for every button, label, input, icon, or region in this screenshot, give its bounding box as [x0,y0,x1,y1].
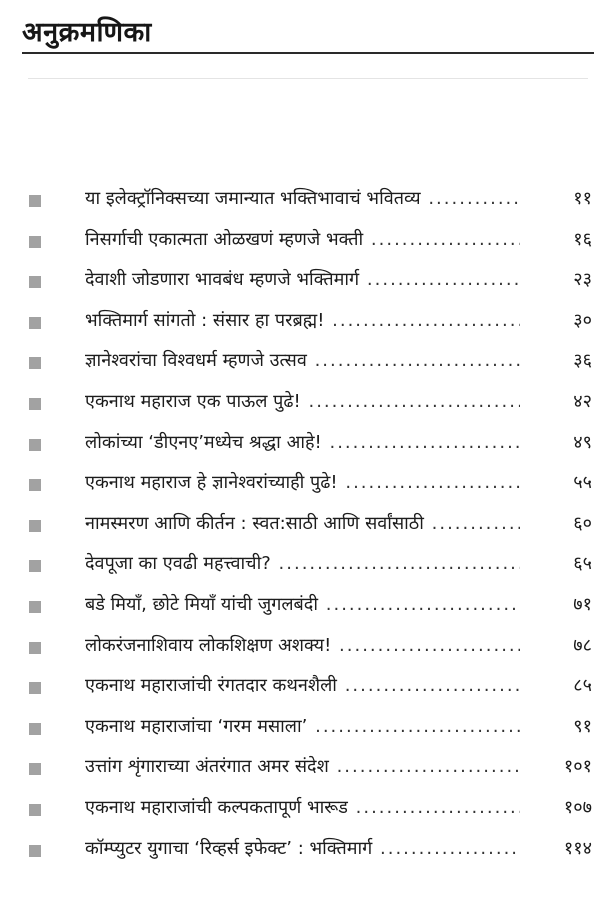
toc-entry[interactable] [0,709,600,750]
toc-entry-title: एकनाथ महाराजांची रंगतदार कथनशैली ..... [85,673,520,699]
toc-entry-title: लोकरंजनाशिवाय लोकशिक्षण अशक्य! ..... [85,633,520,659]
toc-entry-title: ज्ञानेश्वरांचा विश्वधर्म म्हणजे उत्सव ..... [85,348,520,374]
toc-entry[interactable] [0,222,600,263]
square-bullet-icon [29,479,41,491]
toc-entry-page: ११ [573,188,592,209]
toc-entry-title: नामस्मरण आणि कीर्तन : स्वत:साठी आणि सर्वांसाठी ..... [85,511,520,537]
toc-entry-title: लोकांच्या ‘डीएनए’मध्येच श्रद्धा आहे! ..... [85,430,520,456]
toc-entry-page: ११४ [563,837,592,859]
toc-entry-page: ३० [573,309,592,331]
square-bullet-icon [29,236,41,248]
page-title: अनुक्रमणिका [22,17,152,48]
square-bullet-icon [29,845,41,857]
square-bullet-icon [29,357,41,369]
toc-entry-page: १६ [573,228,592,250]
toc-entry[interactable] [0,546,600,587]
square-bullet-icon [29,723,41,735]
toc-entry-page: १०१ [563,756,592,778]
toc-entry-title: एकनाथ महाराजांचा ‘गरम मसाला’ ..... [85,714,520,740]
toc-entry-page: ६० [573,512,592,534]
toc-entry-page: ३६ [573,350,592,372]
square-bullet-icon [29,560,41,572]
toc-entry-title: देवाशी जोडणारा भावबंध म्हणजे भक्तिमार्ग ..... [85,267,520,293]
toc-entry-page: २३ [573,269,592,291]
square-bullet-icon [29,601,41,613]
toc-entry[interactable] [0,668,600,709]
toc-entry-title: भक्तिमार्ग सांगतो : संसार हा परब्रह्म! ..... [85,308,520,334]
toc-entry-page: ८५ [573,675,592,697]
square-bullet-icon [29,439,41,451]
toc-entry[interactable] [0,749,600,790]
toc-entry-page: ४२ [573,390,592,412]
square-bullet-icon [29,804,41,816]
toc-entry[interactable] [0,384,600,425]
toc-entry[interactable] [0,587,600,628]
toc-entry-title: उत्तांग शृंगाराच्या अंतरंगात अमर संदेश ..... [85,754,520,780]
toc-entry[interactable] [0,425,600,466]
square-bullet-icon [29,317,41,329]
toc-entry-title: कॉम्प्युटर युगाचा ‘रिव्हर्स इफेक्ट’ : भक्तिमार्ग ..... [85,836,520,862]
toc-entry[interactable] [0,262,600,303]
toc-entry[interactable] [0,343,600,384]
square-bullet-icon [29,682,41,694]
square-bullet-icon [29,520,41,532]
toc-entry-title: बडे मियाँ, छोटे मियाँ यांची जुगलबंदी ..... [85,592,520,618]
toc-entry-title: एकनाथ महाराज हे ज्ञानेश्वरांच्याही पुढे! ..... [85,470,520,496]
toc-list [0,181,600,871]
toc-entry-page: ७८ [573,634,592,656]
toc-entry-page: ५५ [573,472,592,494]
square-bullet-icon [29,276,41,288]
toc-entry-title: एकनाथ महाराजांची कल्पकतापूर्ण भारूड ..... [85,795,520,821]
toc-entry-page: ६५ [573,553,592,575]
toc-entry-page: ७१ [573,593,592,615]
toc-entry-page: १०७ [563,796,592,818]
toc-entry[interactable] [0,628,600,669]
toc-entry-page: ९१ [573,715,592,737]
toc-entry-page: ४९ [573,431,592,453]
square-bullet-icon [29,398,41,410]
toc-entry[interactable] [0,831,600,872]
toc-entry-title: या इलेक्ट्रॉनिक्सच्या जमान्यात भक्तिभावाचं भवितव्य ..... [85,186,520,212]
toc-entry-title: एकनाथ महाराज एक पाऊल पुढे! ..... [85,389,520,415]
toc-entry[interactable] [0,465,600,506]
heading-divider [22,52,594,54]
toc-entry[interactable] [0,181,600,222]
toc-entry[interactable] [0,303,600,344]
square-bullet-icon [29,642,41,654]
toc-entry[interactable] [0,506,600,547]
toc-entry-title: देवपूजा का एवढी महत्त्वाची? ..... [85,551,520,577]
square-bullet-icon [29,763,41,775]
toc-entry[interactable] [0,790,600,831]
faint-divider [28,78,588,79]
square-bullet-icon [29,195,41,207]
toc-entry-title: निसर्गाची एकात्मता ओळखणं म्हणजे भक्ती ..... [85,227,520,253]
